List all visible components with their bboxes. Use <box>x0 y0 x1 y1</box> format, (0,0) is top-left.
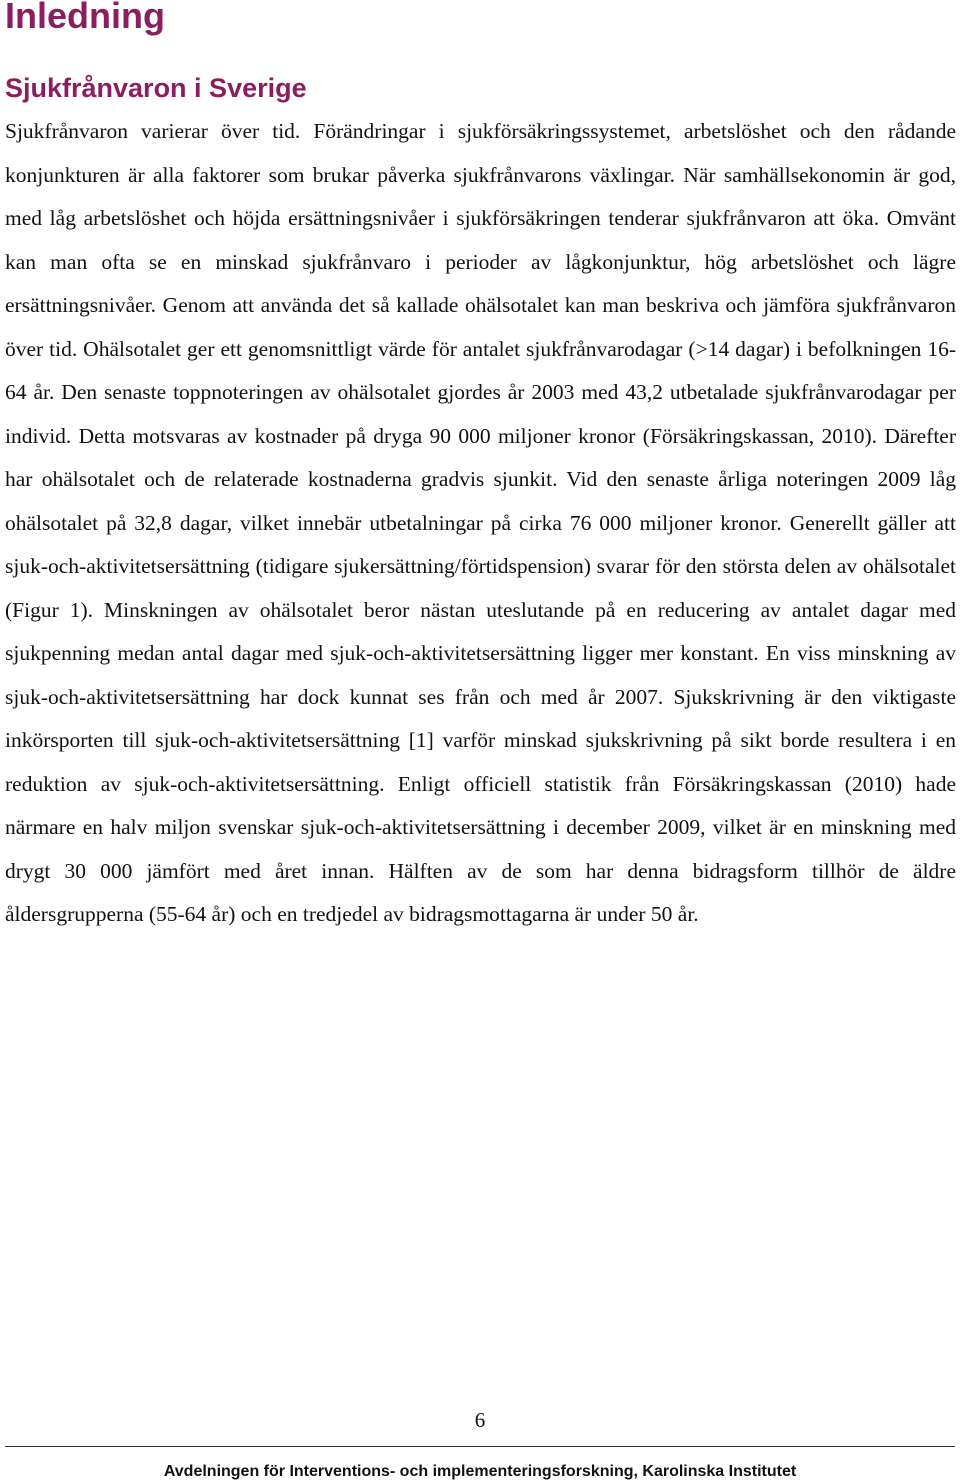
body-paragraph: Sjukfrånvaron varierar över tid. Förändringar i sjukförsäkringssystemet, arbetslöshet och den rådande konjunkturen är alla faktorer som brukar påverka sjukfrånvarons växlingar. När samhällsekonomin är god, med låg arbetslöshet och höjda ersättningsnivåer i sjukförsäkringen tenderar sjukfrånvaron att öka. Omvänt kan man ofta se en minskad sjukfrånvaro i perioder av lågkonjunktur, hög arbetslöshet och lägre ersättningsnivåer. Genom att använda det så kallade ohälsotalet kan man beskriva och jämföra sjukfrånvaron över tid. Ohälsotalet ger ett genomsnittligt värde för antalet sjukfrånvarodagar (>14 dagar) i befolkningen 16-64 år. Den senaste toppnoteringen av ohälsotalet gjordes år 2003 med 43,2 utbetalade sjukfrånvarodagar per individ. Detta motsvaras av kostnader på dryga 90 000 miljoner kronor (Försäkringskassan, 2010). Därefter har ohälsotalet och de relaterade kostnaderna gradvis sjunkit. Vid den senaste årliga noteringen 2009 låg ohälsotalet på 32,8 dagar, vilket innebär utbetalningar på cirka 76 000 miljoner kronor. Generellt gäller att sjuk-och-aktivitetsersättning (tidigare sjukersättning/förtidspension) svarar för den största delen av ohälsotalet (Figur 1). Minskningen av ohälsotalet beror nästan uteslutande på en reducering av antalet dagar med sjukpenning medan antal dagar med sjuk-och-aktivitetsersättning ligger mer konstant. En viss minskning av sjuk-och-aktivitetsersättning har dock kunnat ses från och med år 2007. Sjukskrivning är den viktigaste inkörsporten till sjuk-och-aktivitetsersättning [1] varför minskad sjukskrivning på sikt borde resultera i en reduktion av sjuk-och-aktivitetsersättning. Enligt officiell statistik från Försäkringskassan (2010) hade närmare en halv miljon svenskar sjuk-och-aktivitetsersättning i december 2009, vilket är en minskning med drygt 30 000 jämfört med året innan. Hälften av de som har denna bidragsform tillhör de äldre åldersgrupperna (55-64 år) och en tredjedel av bidragsmottagarna är under 50 år. <box>5 119 956 926</box>
page-number: 6 <box>474 1408 486 1432</box>
footer-institution: Avdelningen för Interventions- och implementeringsforskning, Karolinska Institutet <box>163 1463 797 1480</box>
section-title: Sjukfrånvaron i Sverige <box>5 73 307 103</box>
footer-divider <box>5 1446 955 1447</box>
chapter-title: Inledning <box>5 0 165 36</box>
